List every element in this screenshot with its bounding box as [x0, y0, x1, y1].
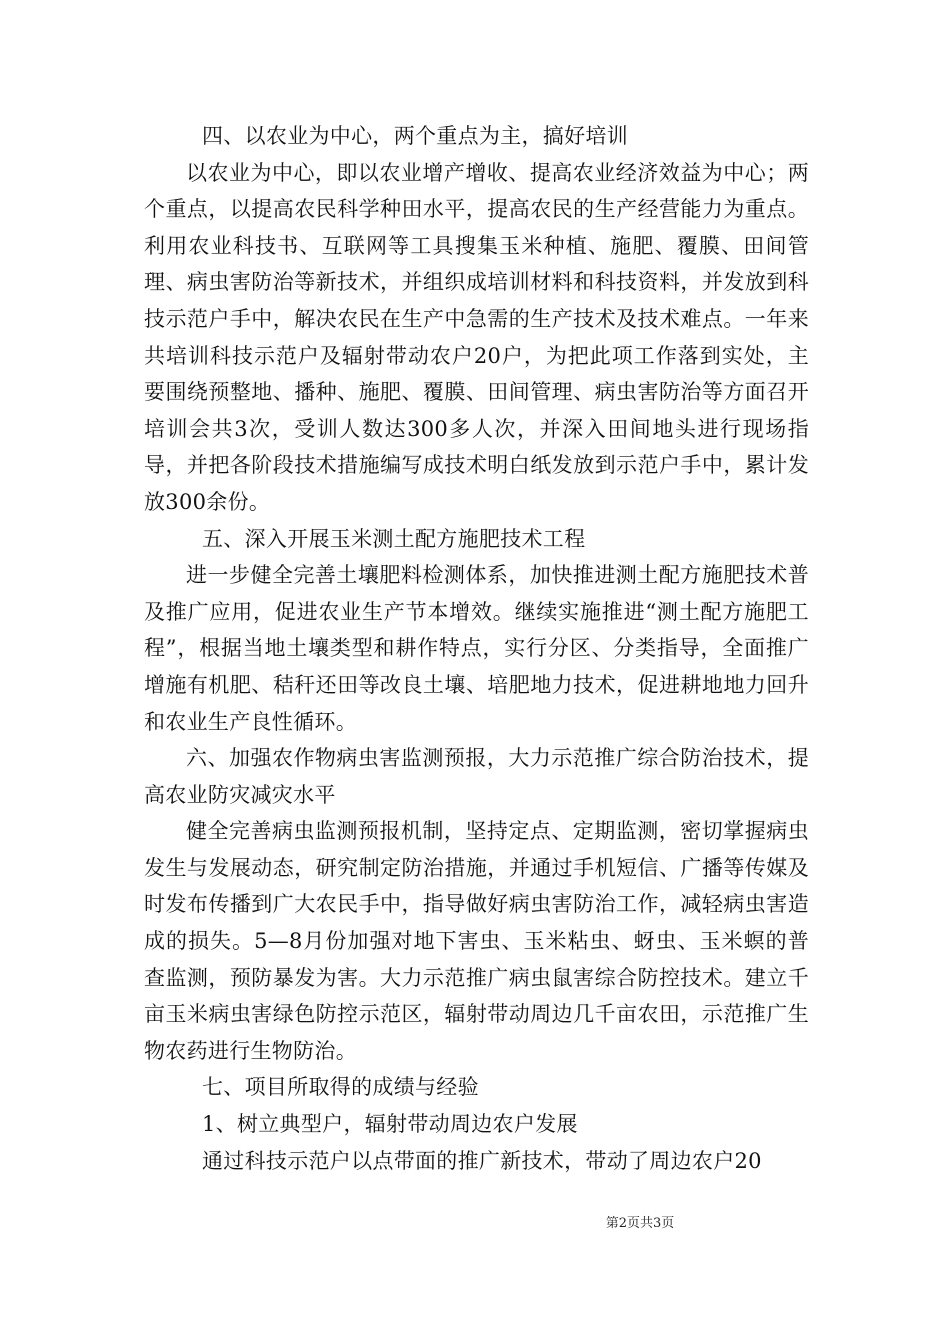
section-heading-4: 四、以农业为中心，两个重点为主，搞好培训	[202, 124, 628, 148]
section-heading-6: 六、加强农作物病虫害监测预报，大力示范推广综合防治技术，提高农业防灾减灾水平	[144, 746, 809, 807]
paragraph-soil-testing: 进一步健全完善土壤肥料检测体系，加快推进测土配方施肥技术普及推广应用，促进农业生产节本增效。继续实施推进“测土配方施肥工程”，根据当地土壤类型和耕作特点，实行分区、分类指导，全面推广增施有机肥、秸秆还田等改良土壤、培肥地力技术，促进耕地地力回升和农业生产良性循环。	[144, 563, 809, 734]
page-number-footer: 第2页共3页	[605, 1216, 675, 1231]
subsection-heading-1: 1、树立典型户，辐射带动周边农户发展	[202, 1112, 578, 1137]
paragraph-demonstration: 通过科技示范户以点带面的推广新技术，带动了周边农户20	[202, 1148, 762, 1173]
paragraph-pest-monitoring: 健全完善病虫监测预报机制，坚持定点、定期监测，密切掌握病虫发生与发展动态，研究制定防治措施，并通过手机短信、广播等传媒及时发布传播到广大农民手中，指导做好病虫害防治工作，减轻病虫害造成的损失。5—8月份加强对地下害虫、玉米粘虫、蚜虫、玉米螟的普查监测，预防暴发为害。大力示范推广病虫鼠害综合防控技术。建立千亩玉米病虫害绿色防控示范区，辐射带动周边几千亩农田，示范推广生物农药进行生物防治。	[144, 819, 809, 1063]
document-body	[144, 118, 809, 1179]
section-heading-5: 五、深入开展玉米测土配方施肥技术工程	[202, 526, 586, 551]
paragraph-training: 以农业为中心，即以农业增产增收、提高农业经济效益为中心；两个重点，以提高农民科学种田水平，提高农民的生产经营能力为重点。利用农业科技书、互联网等工具搜集玉米种植、施肥、覆膜、田间管理、病虫害防治等新技术，并组织成培训材料和科技资料，并发放到科技示范户手中，解决农民在生产中急需的生产技术及技术难点。一年来共培训科技示范户及辐射带动农户20户，为把此项工作落到实处，主要围绕预整地、播种、施肥、覆膜、田间管理、病虫害防治等方面召开培训会共3次，受训人数达300多人次，并深入田间地头进行现场指导，并把各阶段技术措施编写成技术明白纸发放到示范户手中，累计发放300余份。	[144, 160, 809, 514]
section-heading-7: 七、项目所取得的成绩与经验	[202, 1075, 479, 1100]
